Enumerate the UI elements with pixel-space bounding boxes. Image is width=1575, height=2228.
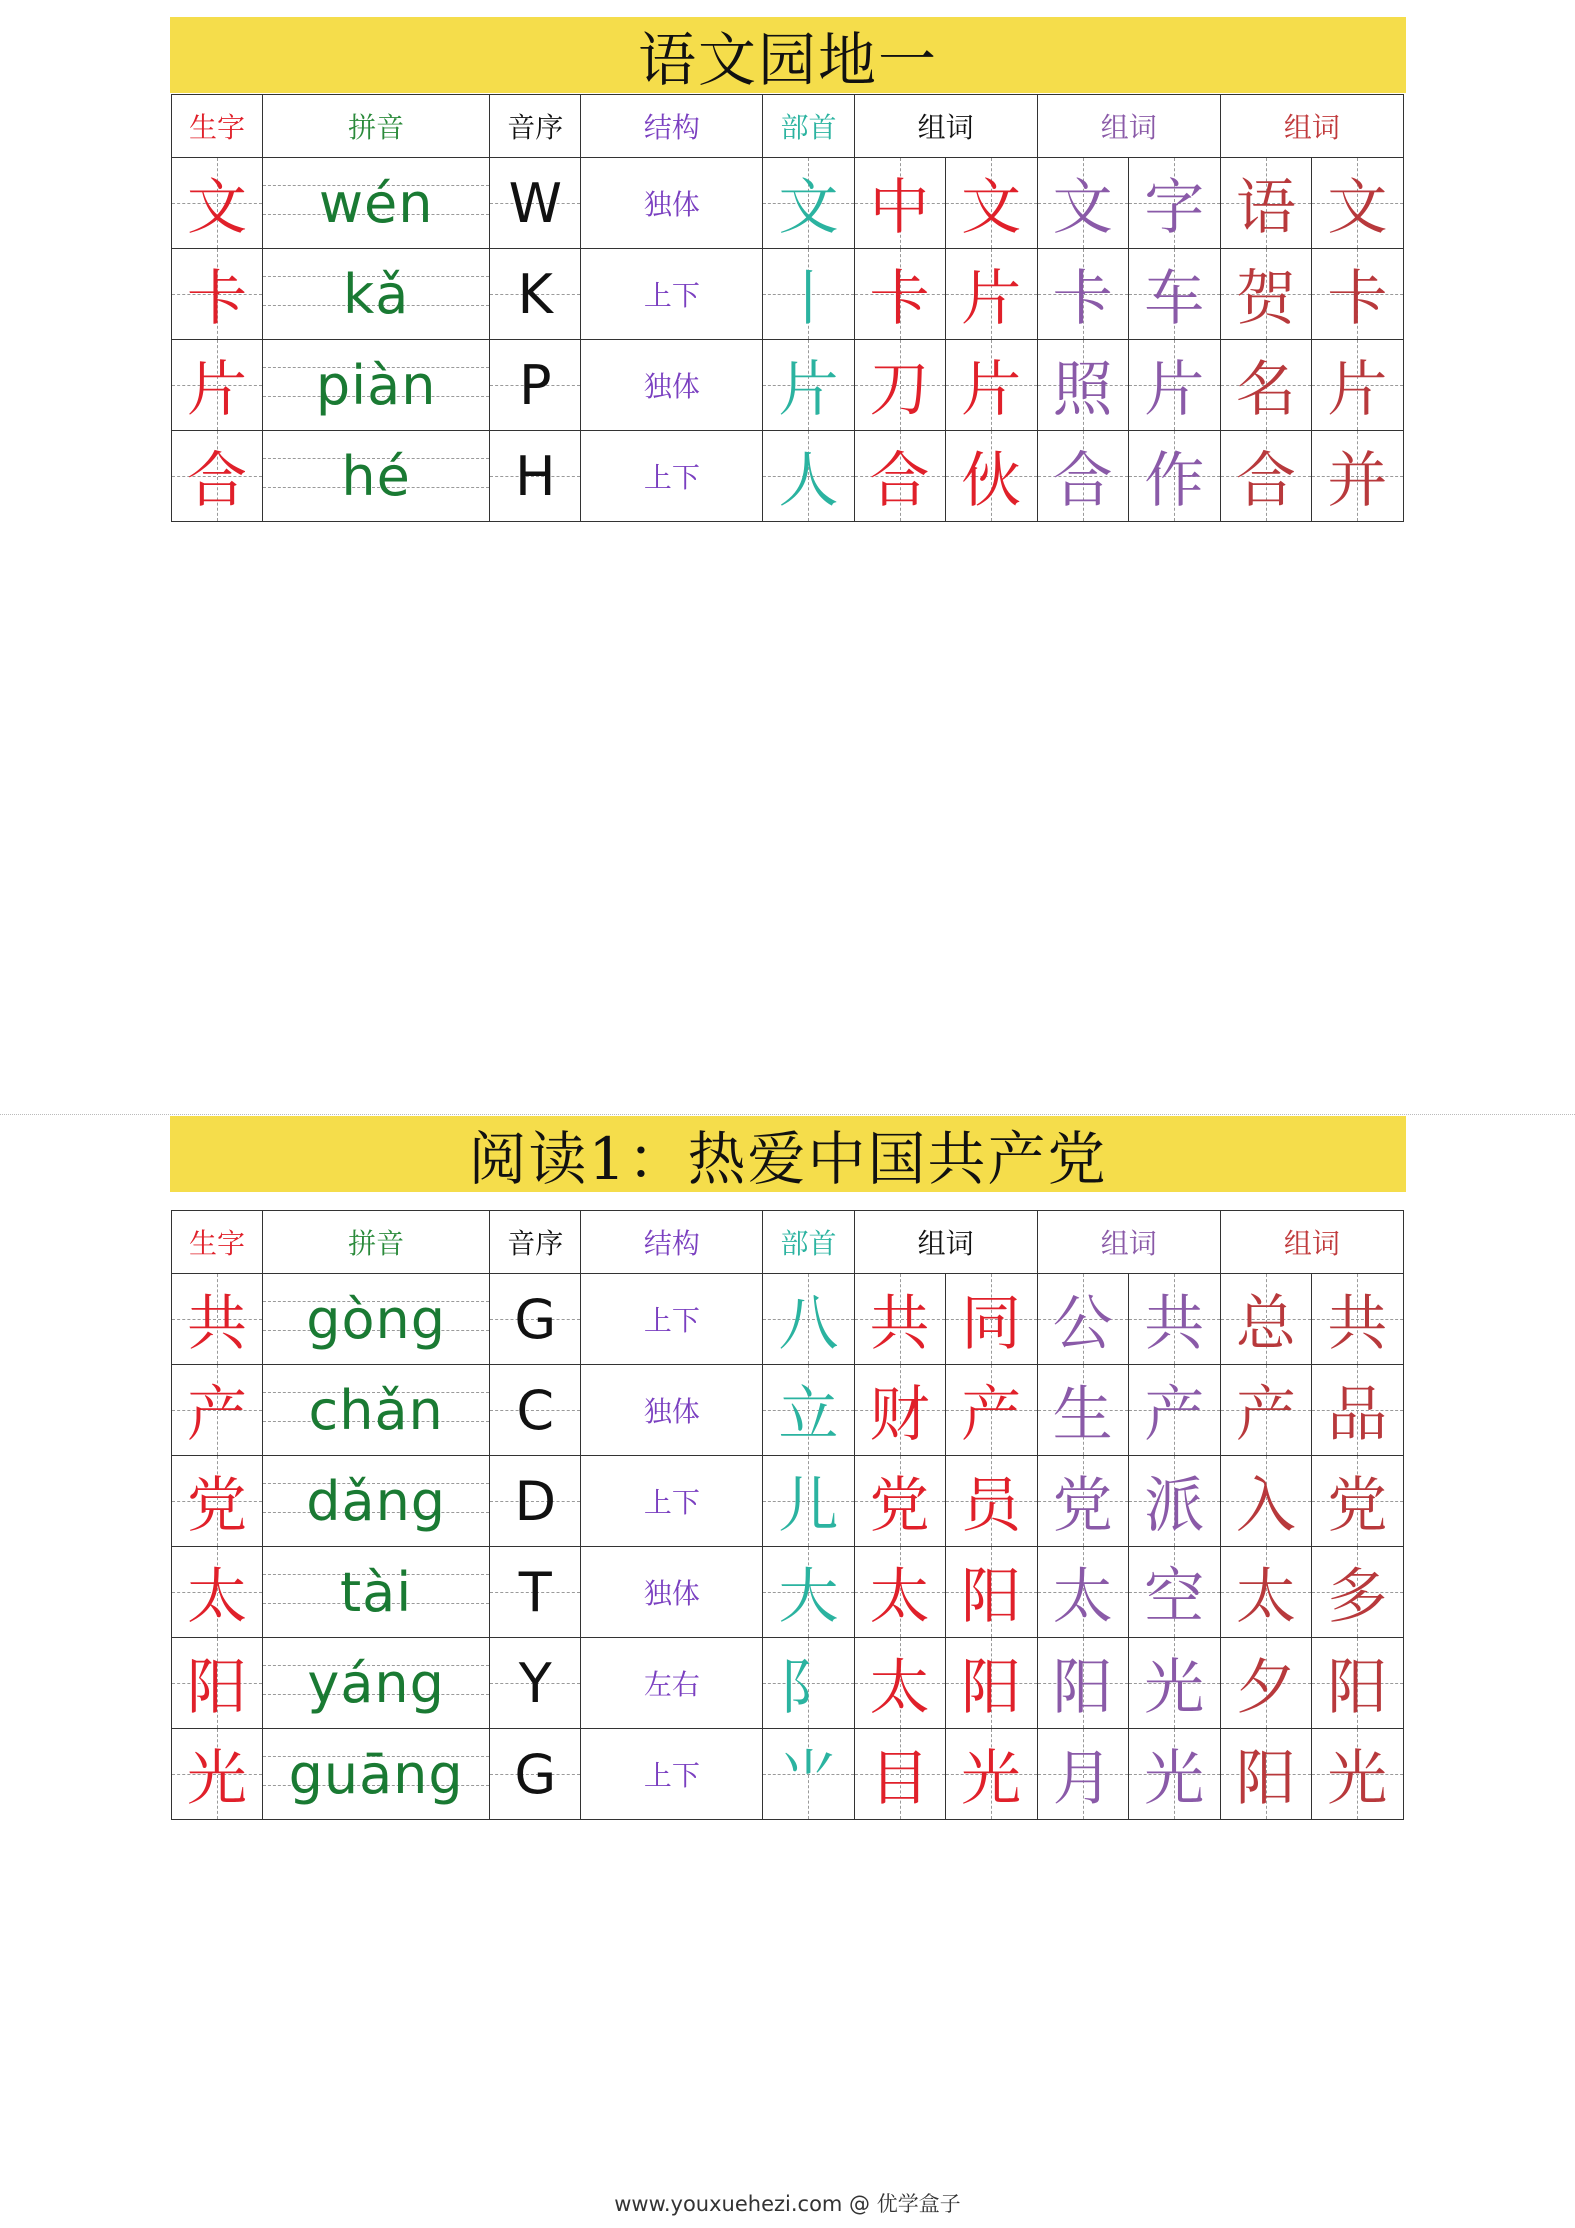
- word-1-char-1: 中: [869, 173, 930, 243]
- word-3-char-2: 文: [1327, 173, 1388, 243]
- header-shengzi: 生字: [172, 95, 263, 158]
- radical: 阝: [778, 1653, 839, 1723]
- table-row: [172, 249, 1404, 340]
- table-header-row: [172, 95, 1404, 158]
- word-1-char-2: 光: [961, 1744, 1022, 1814]
- footer-watermark: www.youxuehezi.com @ 优学盒子: [614, 2192, 961, 2216]
- new-character: 共: [187, 1289, 248, 1359]
- word-1-char-2: 片: [961, 264, 1022, 334]
- structure: 上下: [643, 1486, 700, 1519]
- pinyin: dǎng: [306, 1469, 447, 1533]
- pinyin: piàn: [315, 353, 437, 417]
- header-zuci-2: 组词: [1037, 1211, 1220, 1274]
- word-3-char-1: 总: [1235, 1289, 1296, 1359]
- structure: 上下: [643, 461, 700, 494]
- word-2-char-2: 片: [1144, 355, 1205, 425]
- header-zuci-1: 组词: [854, 95, 1037, 158]
- word-2-char-1: 卡: [1052, 264, 1113, 334]
- word-2-char-2: 共: [1144, 1289, 1205, 1359]
- radical: 片: [778, 355, 839, 425]
- structure: 上下: [643, 1759, 700, 1792]
- pinyin-initial: C: [516, 1378, 555, 1442]
- word-3-char-1: 名: [1235, 355, 1296, 425]
- word-2-char-2: 作: [1144, 446, 1205, 516]
- pinyin-initial: G: [514, 1287, 557, 1351]
- word-2-char-2: 空: [1144, 1562, 1205, 1632]
- word-1-char-2: 产: [961, 1380, 1022, 1450]
- word-3-char-1: 入: [1235, 1471, 1296, 1541]
- structure: 上下: [643, 279, 700, 312]
- word-3-char-2: 阳: [1327, 1653, 1388, 1723]
- word-3-char-1: 太: [1235, 1562, 1296, 1632]
- word-3-char-2: 片: [1327, 355, 1388, 425]
- header-zuci-3: 组词: [1220, 95, 1403, 158]
- word-2-char-1: 照: [1052, 355, 1113, 425]
- table-row: [172, 158, 1404, 249]
- header-shengzi: 生字: [172, 1211, 263, 1274]
- header-yinxu: 音序: [490, 95, 581, 158]
- new-character: 片: [187, 355, 248, 425]
- header-jiegou: 结构: [581, 1211, 763, 1274]
- word-1-char-1: 刀: [869, 355, 930, 425]
- header-yinxu: 音序: [490, 1211, 581, 1274]
- table-row: [172, 1638, 1404, 1729]
- table-row: [172, 340, 1404, 431]
- pinyin: chǎn: [308, 1378, 444, 1442]
- pinyin: tài: [340, 1560, 413, 1624]
- pinyin-initial: P: [518, 353, 552, 417]
- new-character: 阳: [187, 1653, 248, 1723]
- word-3-char-1: 夕: [1235, 1653, 1296, 1723]
- pinyin-initial: T: [518, 1560, 552, 1624]
- radical: 大: [778, 1562, 839, 1632]
- word-2-char-1: 党: [1052, 1471, 1113, 1541]
- radical: 儿: [778, 1471, 839, 1541]
- word-2-char-1: 阳: [1052, 1653, 1113, 1723]
- word-1-char-1: 合: [869, 446, 930, 516]
- pinyin-initial: D: [514, 1469, 557, 1533]
- word-2-char-2: 车: [1144, 264, 1205, 334]
- word-2-char-2: 产: [1144, 1380, 1205, 1450]
- header-pinyin: 拼音: [263, 1211, 490, 1274]
- table-row: [172, 1456, 1404, 1547]
- pinyin: kǎ: [342, 262, 410, 326]
- word-2-char-1: 生: [1052, 1380, 1113, 1450]
- new-character: 卡: [187, 264, 248, 334]
- word-1-char-2: 片: [961, 355, 1022, 425]
- header-zuci-2: 组词: [1037, 95, 1220, 158]
- character-table: [171, 1210, 1404, 1820]
- word-3-char-2: 卡: [1327, 264, 1388, 334]
- radical: 文: [778, 173, 839, 243]
- radical: 立: [778, 1380, 839, 1450]
- header-jiegou: 结构: [581, 95, 763, 158]
- new-character: 合: [187, 446, 248, 516]
- pinyin-initial: H: [514, 444, 556, 508]
- word-3-char-1: 合: [1235, 446, 1296, 516]
- word-1-char-1: 目: [869, 1744, 930, 1814]
- pinyin: yáng: [307, 1651, 445, 1715]
- word-3-char-1: 阳: [1235, 1744, 1296, 1814]
- word-1-char-1: 太: [869, 1562, 930, 1632]
- word-3-char-1: 贺: [1235, 264, 1296, 334]
- word-1-char-1: 财: [869, 1380, 930, 1450]
- table-row: [172, 1274, 1404, 1365]
- word-2-char-1: 公: [1052, 1289, 1113, 1359]
- new-character: 产: [187, 1380, 248, 1450]
- structure: 独体: [643, 1577, 700, 1610]
- pinyin: hé: [341, 444, 411, 508]
- word-3-char-2: 并: [1327, 446, 1388, 516]
- word-2-char-1: 合: [1052, 446, 1113, 516]
- radical: ⺌: [778, 1744, 839, 1814]
- new-character: 太: [187, 1562, 248, 1632]
- new-character: 党: [187, 1471, 248, 1541]
- word-1-char-1: 共: [869, 1289, 930, 1359]
- header-bushou: 部首: [763, 95, 854, 158]
- pinyin-initial: Y: [518, 1651, 552, 1715]
- word-2-char-2: 光: [1144, 1653, 1205, 1723]
- header-bushou: 部首: [763, 1211, 854, 1274]
- pinyin: wén: [318, 171, 434, 235]
- pinyin-initial: K: [517, 262, 553, 326]
- word-2-char-2: 字: [1144, 173, 1205, 243]
- section-title: 阅读1：热爱中国共产党: [170, 1116, 1406, 1192]
- word-3-char-1: 语: [1235, 173, 1296, 243]
- word-2-char-2: 光: [1144, 1744, 1205, 1814]
- table-row: [172, 1547, 1404, 1638]
- structure: 上下: [643, 1304, 700, 1337]
- word-1-char-2: 文: [961, 173, 1022, 243]
- word-3-char-1: 产: [1235, 1380, 1296, 1450]
- table-row: [172, 1729, 1404, 1820]
- structure: 独体: [643, 370, 700, 403]
- structure: 左右: [643, 1668, 700, 1701]
- pinyin-initial: W: [508, 171, 562, 235]
- word-3-char-2: 共: [1327, 1289, 1388, 1359]
- word-1-char-1: 卡: [869, 264, 930, 334]
- word-2-char-1: 月: [1052, 1744, 1113, 1814]
- structure: 独体: [643, 188, 700, 221]
- word-2-char-2: 派: [1144, 1471, 1205, 1541]
- header-zuci-3: 组词: [1220, 1211, 1403, 1274]
- radical: 丨: [778, 264, 839, 334]
- word-3-char-2: 多: [1327, 1562, 1388, 1632]
- table-header-row: [172, 1211, 1404, 1274]
- word-1-char-1: 党: [869, 1471, 930, 1541]
- word-1-char-2: 阳: [961, 1653, 1022, 1723]
- word-3-char-2: 光: [1327, 1744, 1388, 1814]
- word-1-char-2: 员: [961, 1471, 1022, 1541]
- word-2-char-1: 文: [1052, 173, 1113, 243]
- word-3-char-2: 党: [1327, 1471, 1388, 1541]
- character-table: [171, 94, 1404, 522]
- pinyin: gòng: [306, 1287, 447, 1351]
- radical: 人: [778, 446, 839, 516]
- word-3-char-2: 品: [1327, 1380, 1388, 1450]
- pinyin: guāng: [288, 1742, 464, 1806]
- word-1-char-2: 伙: [961, 446, 1022, 516]
- word-1-char-2: 同: [961, 1289, 1022, 1359]
- structure: 独体: [643, 1395, 700, 1428]
- table-row: [172, 1365, 1404, 1456]
- section-title: 语文园地一: [170, 17, 1406, 93]
- radical: 八: [778, 1289, 839, 1359]
- header-zuci-1: 组词: [854, 1211, 1037, 1274]
- pinyin-initial: G: [514, 1742, 557, 1806]
- new-character: 文: [187, 173, 248, 243]
- word-2-char-1: 太: [1052, 1562, 1113, 1632]
- table-row: [172, 431, 1404, 522]
- header-pinyin: 拼音: [263, 95, 490, 158]
- word-1-char-1: 太: [869, 1653, 930, 1723]
- word-1-char-2: 阳: [961, 1562, 1022, 1632]
- new-character: 光: [187, 1744, 248, 1814]
